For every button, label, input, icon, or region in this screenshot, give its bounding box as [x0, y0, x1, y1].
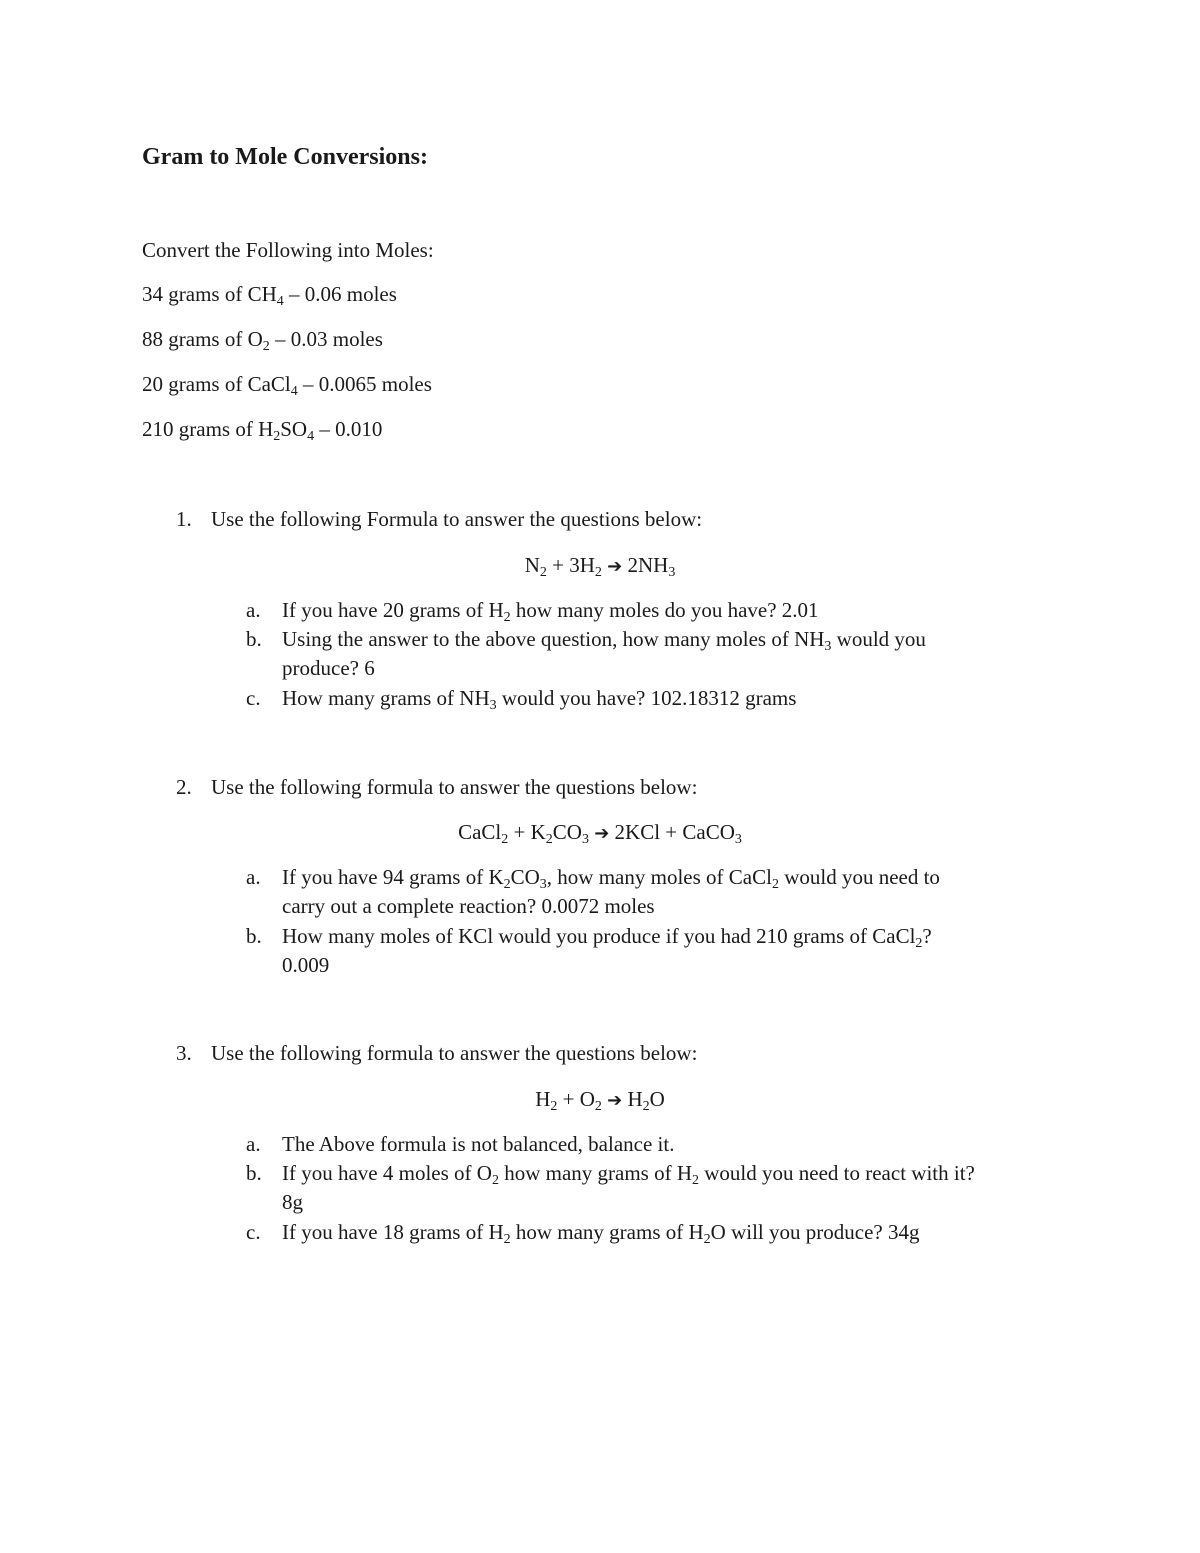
question-3-prompt: 3. Use the following formula to answer the questions below:: [176, 1041, 698, 1065]
arrow-right-icon: ➔: [594, 823, 610, 844]
conversion-line-1: 34 grams of $CH_4 - 0.06$ moles: [142, 282, 397, 309]
question-1-item-b: b. Using the answer to the above question, how many moles of $NH_3$ would you produce? 6: [246, 627, 926, 680]
intro-text: Convert the Following into Moles:: [142, 238, 434, 262]
question-3-equation: $H_2 + O_2$ ➔ $H_2O$: [535, 1087, 665, 1114]
arrow-right-icon: ➔: [607, 556, 623, 577]
conversion-line-2: 88 grams of $O_2 - 0.03$ moles: [142, 327, 383, 354]
question-2-prompt: 2. Use the following formula to answer the questions below:: [176, 775, 698, 799]
question-2-item-b: b. How many moles of KCl would you produce if you had 210 grams of CaCl$_2$? 0.009: [246, 924, 932, 977]
question-3-item-b: b. If you have 4 moles of $O_2$ how many grams of $H_2$ would you need to react with it? 8g: [246, 1161, 975, 1214]
question-3-item-c: c. If you have 18 grams of $H_2$ how many grams of $H_2O$ will you produce? 34g: [246, 1220, 920, 1247]
question-2-item-a: a. If you have 94 grams of $K_2CO_3$, how many moles of CaCl$_2$ would you need to carry out a complete reaction? 0.0072 moles: [246, 865, 940, 918]
question-1-equation: $N_2 + 3H_2$ ➔ $2NH_3$: [524, 553, 676, 580]
arrow-right-icon: ➔: [607, 1090, 623, 1111]
question-1-item-c: c. How many grams of $NH_3$ would you have? 102.18312 grams: [246, 686, 797, 713]
question-3-item-a: a. The Above formula is not balanced, balance it.: [246, 1132, 675, 1156]
question-2-equation: CaCl$_2$ + $K_2CO_3$ ➔ 2KCl + CaCO$_3$: [458, 820, 742, 847]
question-1-item-a: a. If you have 20 grams of $H_2$ how many moles do you have? 2.01: [246, 598, 819, 625]
question-1-prompt: 1. Use the following Formula to answer the questions below:: [176, 507, 703, 531]
conversion-line-3: 20 grams of CaCl$_4$ – 0.0065 moles: [142, 372, 432, 399]
conversion-line-4: 210 grams of $H_2SO_4 - 0.010$: [142, 417, 383, 444]
page-title: Gram to Mole Conversions:: [142, 144, 428, 170]
